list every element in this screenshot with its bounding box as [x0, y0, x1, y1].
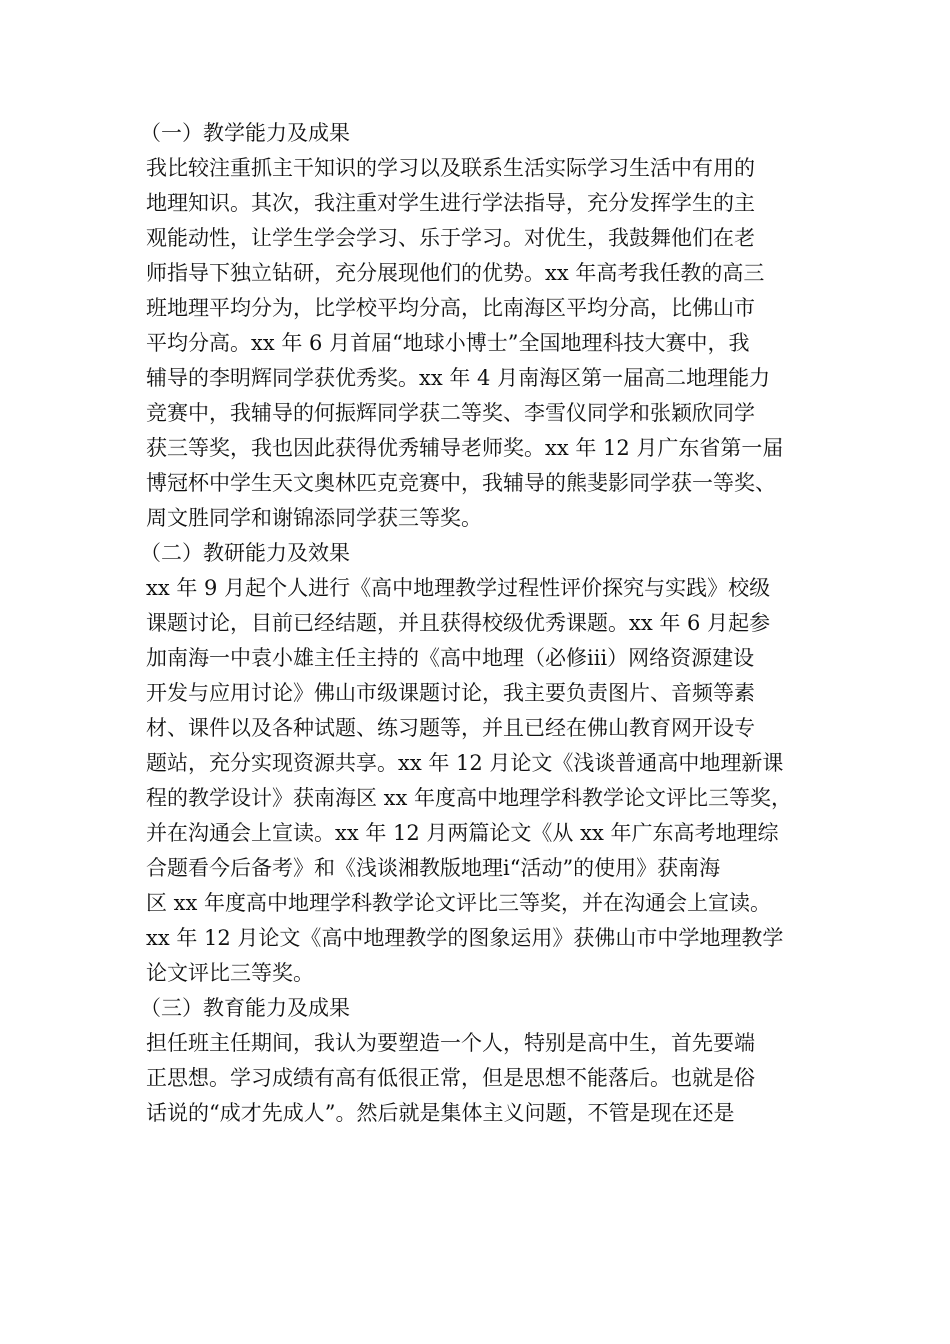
paragraph-line: 区 xx 年度高中地理学科教学论文评比三等奖，并在沟通会上宣读。 [146, 891, 772, 915]
section-education [140, 991, 826, 1131]
paragraph-line: 话说的“成才先成人”。然后就是集体主义问题，不管是现在还是 [146, 1101, 735, 1125]
paragraph-line: 获三等奖，我也因此获得优秀辅导老师奖。xx 年 12 月广东省第一届 [146, 436, 784, 460]
section-heading: （一）教学能力及成果 [140, 121, 350, 145]
paragraph-line: 我比较注重抓主干知识的学习以及联系生活实际学习生活中有用的 [146, 156, 755, 180]
section-research [140, 536, 826, 991]
paragraph-line: xx 年 12 月论文《高中地理教学的图象运用》获佛山市中学地理教学 [146, 926, 784, 950]
section-heading: （二）教研能力及效果 [140, 541, 350, 565]
paragraph-line: 担任班主任期间，我认为要塑造一个人，特别是高中生，首先要端 [146, 1031, 755, 1055]
paragraph-line: 加南海一中袁小雄主任主持的《高中地理（必修ⅲ）网络资源建设 [146, 646, 755, 670]
paragraph-line: 博冠杯中学生天文奥林匹克竞赛中，我辅导的熊斐影同学获一等奖、 [146, 471, 776, 495]
paragraph-line: 班地理平均分为，比学校平均分高，比南海区平均分高，比佛山市 [146, 296, 755, 320]
paragraph-line: 材、课件以及各种试题、练习题等，并且已经在佛山教育网开设专 [146, 716, 755, 740]
document-body [140, 116, 826, 1131]
paragraph-line: 程的教学设计》获南海区 xx 年度高中地理学科教学论文评比三等奖， [146, 786, 793, 810]
paragraph-line: 竞赛中，我辅导的何振辉同学获二等奖、李雪仪同学和张颖欣同学 [146, 401, 755, 425]
paragraph-line: 论文评比三等奖。 [146, 961, 314, 985]
paragraph-line: 师指导下独立钻研，充分展现他们的优势。xx 年高考我任教的高三 [146, 261, 765, 285]
paragraph-line: 合题看今后备考》和《浅谈湘教版地理ⅰ“活动”的使用》获南海 [146, 856, 721, 880]
section-teaching [140, 116, 826, 536]
paragraph-line: 观能动性，让学生学会学习、乐于学习。对优生，我鼓舞他们在老 [146, 226, 755, 250]
paragraph-line: 辅导的李明辉同学获优秀奖。xx 年 4 月南海区第一届高二地理能力 [146, 366, 771, 390]
paragraph-line: xx 年 9 月起个人进行《高中地理教学过程性评价探究与实践》校级 [146, 576, 771, 600]
paragraph-line: 并在沟通会上宣读。xx 年 12 月两篇论文《从 xx 年广东高考地理综 [146, 821, 779, 845]
paragraph-line: 题站，充分实现资源共享。xx 年 12 月论文《浅谈普通高中地理新课 [146, 751, 784, 775]
paragraph-line: 地理知识。其次，我注重对学生进行学法指导，充分发挥学生的主 [146, 191, 755, 215]
paragraph-line: 课题讨论，目前已经结题，并且获得校级优秀课题。xx 年 6 月起参 [146, 611, 771, 635]
paragraph-line: 周文胜同学和谢锦添同学获三等奖。 [146, 506, 482, 530]
paragraph-line: 开发与应用讨论》佛山市级课题讨论，我主要负责图片、音频等素 [146, 681, 755, 705]
section-heading: （三）教育能力及成果 [140, 996, 350, 1020]
paragraph-line: 正思想。学习成绩有高有低很正常，但是思想不能落后。也就是俗 [146, 1066, 755, 1090]
paragraph-line: 平均分高。xx 年 6 月首届“地球小博士”全国地理科技大赛中，我 [146, 331, 750, 355]
